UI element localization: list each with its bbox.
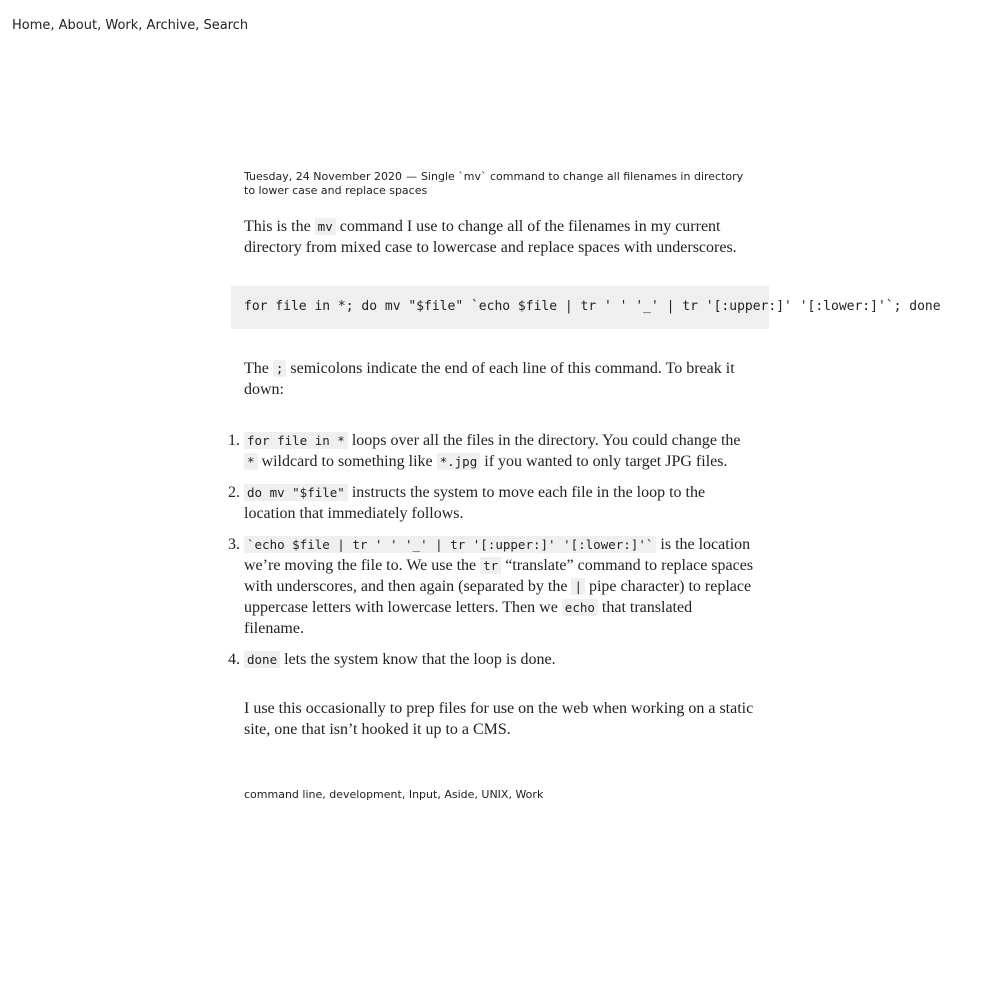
paragraph-text: semicolons indicate the end of each line of this command. To break it down: [244, 360, 735, 398]
inline-code: *.jpg [437, 453, 481, 470]
closing-paragraph: I use this occasionally to prep files for use on the web when working on a static site, one that isn’t hooked it up to a CMS. [244, 700, 754, 738]
blog-post [228, 170, 941, 801]
code-block[interactable] [231, 286, 941, 329]
steps-list [228, 430, 756, 670]
inline-code: `echo $file | tr ' ' '_' | tr '[:upper:]' '[:lower:]'` [244, 536, 656, 553]
nav-link-search[interactable]: Search [203, 18, 249, 33]
intro-text: command I use to change all of the filenames in my current directory from mixed case to lowercase and replace spaces with underscores. [244, 218, 737, 256]
list-text: lets the system know that the loop is done. [280, 651, 556, 668]
inline-code: do mv "$file" [244, 484, 348, 501]
list-text: if you wanted to only target JPG files. [480, 453, 728, 470]
header-separator: — [405, 170, 417, 183]
list-text: is the location we’re moving the file to. We use the [244, 536, 751, 574]
inline-code: * [244, 453, 258, 470]
nav-separator: , [97, 18, 106, 33]
list-item [228, 482, 756, 524]
paragraph-text: The [244, 360, 273, 377]
nav-link-about[interactable]: About [58, 18, 98, 33]
tag-separator: , [474, 788, 482, 801]
code-block-text: for file in *; do mv "$file" `echo $file | tr ' ' '_' | tr '[:upper:]' '[:lower:]'`; done [244, 299, 941, 314]
intro-paragraph [244, 216, 756, 258]
inline-code: ; [273, 360, 287, 377]
tag-separator: , [437, 788, 445, 801]
nav-separator: , [138, 18, 147, 33]
post-header [244, 170, 756, 198]
tag-link[interactable]: development [329, 788, 402, 801]
tag-link[interactable]: UNIX [481, 788, 509, 801]
tag-separator: , [508, 788, 516, 801]
list-text: pipe character) to replace uppercase letters with lowercase letters. Then we [244, 578, 752, 616]
post-title: Single `mv` command to change all filenames in directory to lower case and replace spaces [244, 170, 744, 197]
nav-separator: , [195, 18, 204, 33]
inline-code: echo [562, 599, 598, 616]
inline-code: done [244, 651, 280, 668]
list-number: 1. [228, 432, 240, 449]
list-number: 3. [228, 536, 240, 553]
list-text: loops over all the files in the directory. You could change the [347, 432, 741, 449]
tag-separator: , [322, 788, 330, 801]
explanation-paragraph [244, 358, 756, 400]
top-navigation [12, 18, 248, 33]
tag-link[interactable]: Aside [444, 788, 475, 801]
tag-link[interactable]: Input [408, 788, 438, 801]
nav-link-home[interactable]: Home [12, 18, 51, 33]
inline-code: for file in * [244, 432, 348, 449]
list-text: that translated filename. [244, 599, 693, 637]
list-text: wildcard to something like [257, 453, 437, 470]
post-date-link[interactable]: Tuesday, 24 November 2020 [244, 170, 402, 183]
list-text: “translate” command to replace spaces with underscores, and then again (separated by the [244, 557, 754, 595]
tag-link[interactable]: command line [244, 788, 323, 801]
intro-text: This is the [244, 218, 315, 235]
list-item [228, 649, 756, 670]
tag-separator: , [401, 788, 409, 801]
list-number: 2. [228, 484, 240, 501]
inline-code: tr [480, 557, 501, 574]
list-text: instructs the system to move each file in the loop to the location that immediately follows. [244, 484, 706, 522]
tag-link[interactable]: Work [515, 788, 544, 801]
post-tags [244, 788, 756, 801]
nav-link-archive[interactable]: Archive [146, 18, 196, 33]
inline-code: | [571, 578, 585, 595]
nav-link-work[interactable]: Work [105, 18, 139, 33]
nav-separator: , [50, 18, 59, 33]
inline-code: mv [315, 218, 336, 235]
list-item [228, 430, 756, 472]
list-number: 4. [228, 651, 240, 668]
list-item [228, 534, 756, 639]
